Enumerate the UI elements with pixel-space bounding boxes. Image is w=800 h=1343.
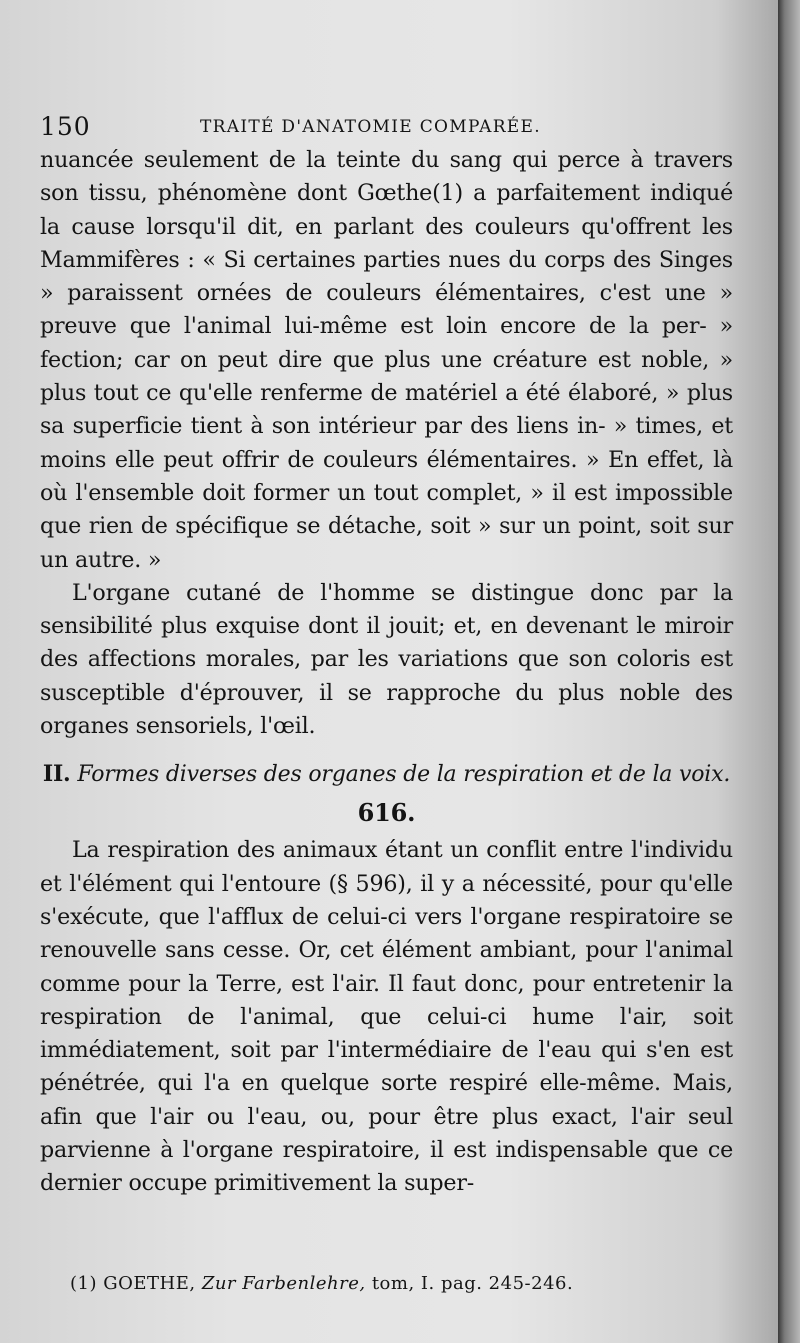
page-content bbox=[40, 108, 733, 1201]
paragraph-organe-cutane: L'organe cutané de l'homme se distingue donc par la sensibilité plus exquise dont il jouit; et, en devenant le miroir des affections morales, par les variations que son coloris est susceptible d'éprouver, il se rapproche du plus noble des organes sensoriels, l'œil. bbox=[40, 579, 733, 740]
paragraph-respiration: La respiration des animaux étant un conflit entre l'individu et l'élément qui l'entoure (§ 596), il y a nécessité, pour qu'elle s'exécute, que l'afflux de celui-ci vers l'organe respiratoire se renouvelle sans cesse. Or, cet élément ambiant, pour l'animal comme pour la Terre, est l'air. Il faut donc, pour entretenir la respiration de l'animal, que celui-ci hume l'air, soit immédiatement, soit par l'intermédiaire de l'eau qui s'en est pénétrée, qui l'a en quelque sorte respiré elle-même. Mais, afin que l'air ou l'eau, ou, pour être plus exact, l'air seul parvienne à l'organe respiratoire, il est indispensable que ce dernier occupe primitivement la super- bbox=[40, 837, 733, 1197]
running-head: TRAITÉ D'ANATOMIE COMPARÉE. bbox=[200, 117, 541, 137]
footnote bbox=[70, 1273, 573, 1294]
page-number: 150 bbox=[40, 112, 91, 141]
footnote-author: GOETHE, bbox=[103, 1273, 196, 1294]
paragraph-continued: nuancée seulement de la teinte du sang qui perce à travers son tissu, phénomène dont Gœthe(1) a parfaitement indiqué la cause lorsqu'il dit, en parlant des couleurs qu'offrent les Mammifères : « Si certaines parties nues du corps des Singes » paraissent ornées de couleurs élémentaires, c'est une » preuve que l'animal lui-même est loin encore de la per- » fection; car on peut dire que plus une créature est noble, » plus tout ce qu'elle renferme de matériel a été élaboré, » plus sa superficie tient à son intérieur par des liens in- » times, et moins elle peut offrir de couleurs élémentaires. » En effet, là où l'ensemble doit former un tout complet, » il est impossible que rien de spécifique se détache, soit » sur un point, soit sur un autre. » bbox=[40, 147, 733, 573]
body-text bbox=[40, 144, 733, 1201]
paragraph-number: 616. bbox=[357, 798, 416, 828]
footnote-details: tom, I. pag. 245-246. bbox=[371, 1273, 574, 1294]
footnote-marker: (1) bbox=[70, 1273, 97, 1294]
footnote-work: Zur Farbenlehre, bbox=[201, 1273, 366, 1294]
section-heading bbox=[40, 759, 733, 790]
section-number: II. bbox=[42, 761, 71, 788]
page-header bbox=[40, 108, 733, 144]
section-title: Formes diverses des organes de la respiration et de la voix. bbox=[77, 762, 731, 788]
page-edge-shadow bbox=[778, 0, 800, 1343]
